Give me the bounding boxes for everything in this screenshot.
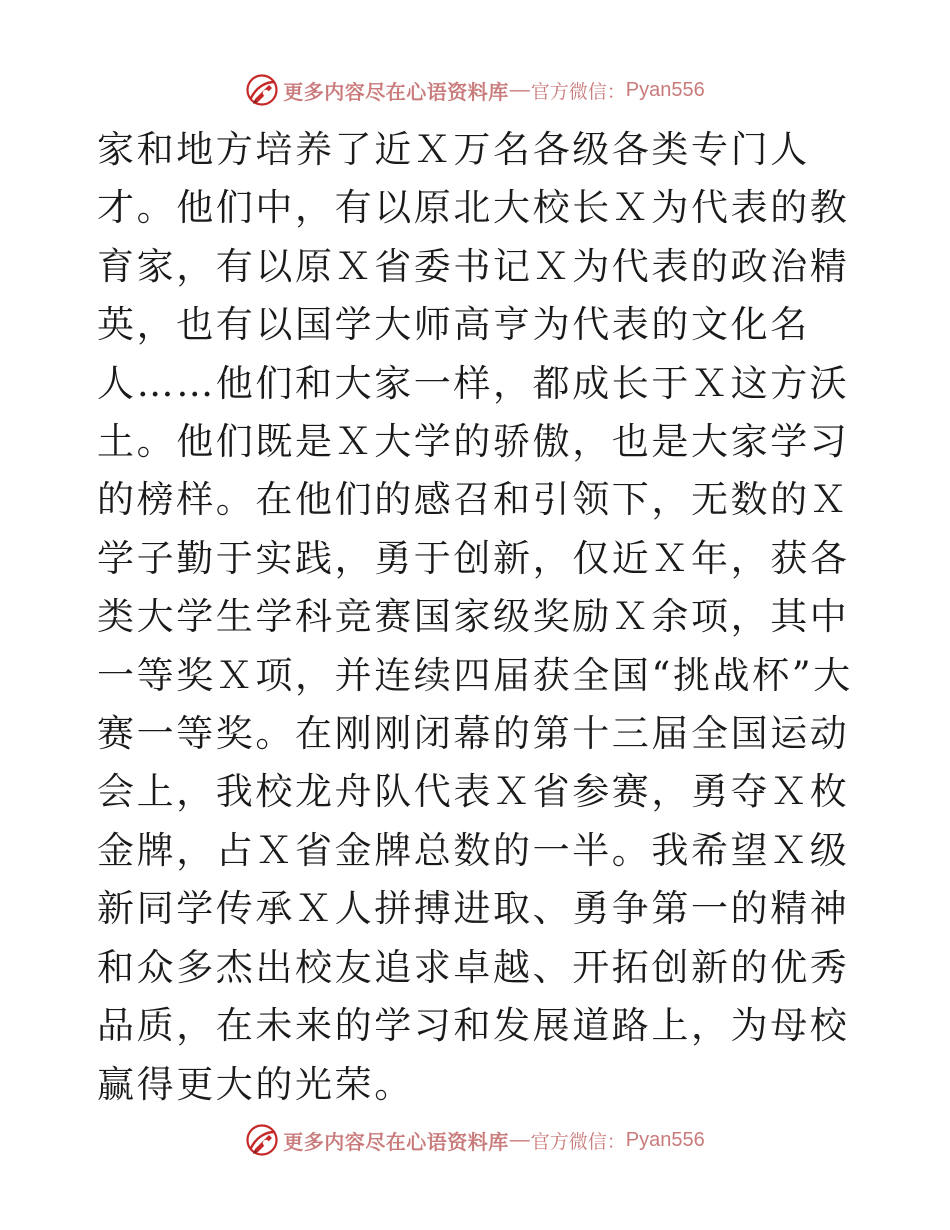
footer-banner-wechat-label: 官方微信： [530,1130,626,1153]
footer-banner-wechat-account: Pyan556 [625,1128,705,1151]
red-pen-logo-icon [245,73,279,107]
header-banner-title: 更多内容尽在心语资料库 [283,79,509,104]
red-pen-logo-icon [245,1123,279,1157]
header-banner-wechat-account: Pyan556 [625,78,705,101]
footer-banner-title: 更多内容尽在心语资料库 [283,1129,509,1154]
footer-banner-dash: — [509,1128,530,1151]
header-banner [0,72,950,108]
header-banner-wechat-label: 官方微信： [530,80,626,103]
document-paragraph: 家和地方培养了近Ｘ万名各级各类专门人才。他们中，有以原北大校长Ｘ为代表的教育家，有以原Ｘ省委书记Ｘ为代表的政治精英，也有以国学大师高亨为代表的文化名人……他们和大家一样，都成长于Ｘ这方沃土。他们既是Ｘ大学的骄傲，也是大家学习的榜样。在他们的感召和引领下，无数的Ｘ学子勤于实践，勇于创新，仅近Ｘ年，获各类大学生学科竞赛国家级奖励Ｘ余项，其中一等奖Ｘ项，并连续四届获全国“挑战杯”大赛一等奖。在刚刚闭幕的第十三届全国运动会上，我校龙舟队代表Ｘ省参赛，勇夺Ｘ枚金牌，占Ｘ省金牌总数的一半。我希望Ｘ级新同学传承Ｘ人拼搏进取、勇争第一的精神和众多杰出校友追求卓越、开拓创新的优秀品质，在未来的学习和发展道路上，为母校赢得更大的光荣。 [97,128,853,1106]
header-banner-dash: — [509,78,530,101]
footer-banner [0,1122,950,1158]
